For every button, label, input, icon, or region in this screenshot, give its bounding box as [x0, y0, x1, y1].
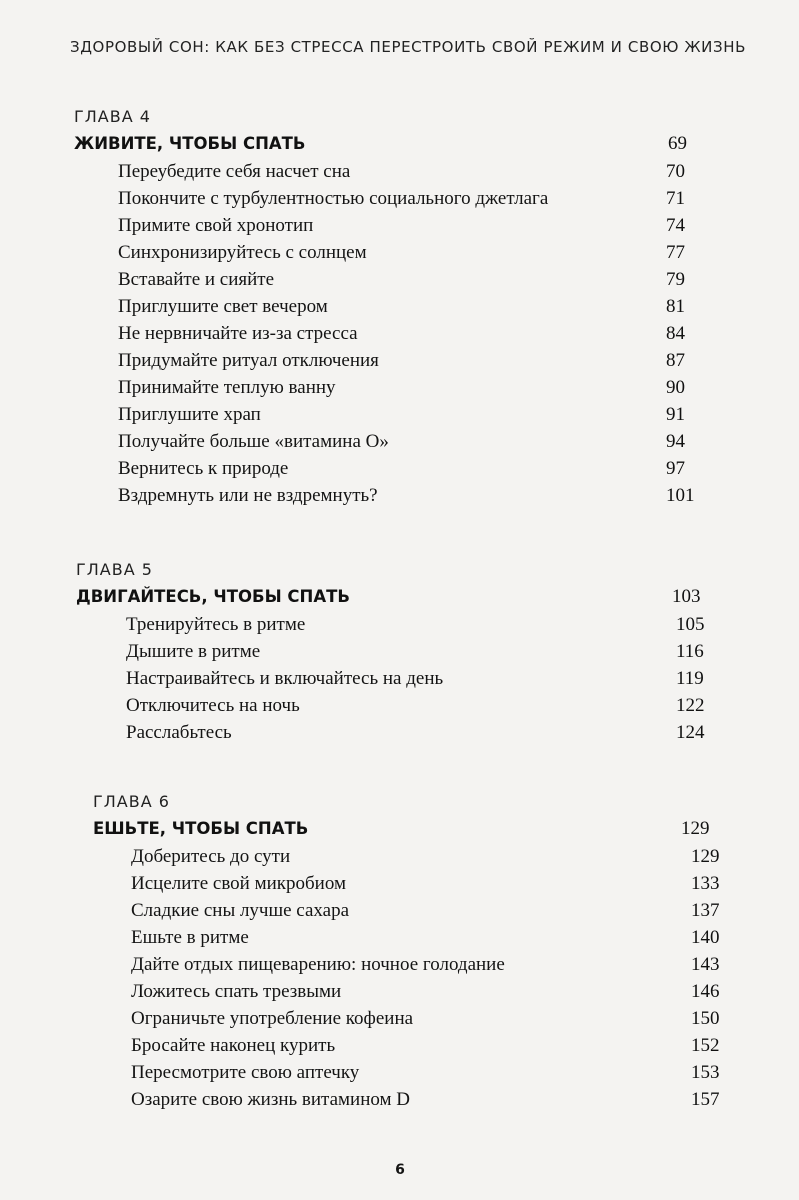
- toc-entry-page-number: 81: [666, 296, 685, 317]
- toc-entry-title: Вздремнуть или не вздремнуть?: [118, 485, 378, 506]
- chapter-title: ЕШЬТЕ, ЧТОБЫ СПАТЬ: [93, 819, 309, 838]
- toc-entry-title: Бросайте наконец курить: [131, 1035, 336, 1056]
- toc-entry: [74, 239, 734, 266]
- chapter-title-row: [74, 130, 734, 158]
- toc-entry-title: Не нервничайте из-за стресса: [118, 323, 358, 344]
- toc-entry-title: Синхронизируйтесь с солнцем: [118, 242, 367, 263]
- chapter-4: [74, 104, 734, 509]
- toc-entry: [76, 611, 736, 638]
- toc-entry: [93, 1086, 753, 1113]
- toc-entry-title: Придумайте ритуал отключения: [118, 350, 379, 371]
- toc-entry-title: Получайте больше «витамина О»: [118, 431, 389, 452]
- toc-entry-title: Сладкие сны лучше сахара: [131, 900, 350, 921]
- toc-entry-page-number: 150: [691, 1008, 720, 1029]
- chapter-label: ГЛАВА 5: [76, 560, 153, 579]
- toc-entry-page-number: 97: [666, 458, 685, 479]
- toc-entry-title: Приглушите храп: [118, 404, 261, 425]
- toc-entry: [74, 482, 734, 509]
- toc-entry-title: Покончите с турбулентностью социального джетлага: [118, 188, 549, 209]
- toc-entry-page-number: 133: [691, 873, 720, 894]
- toc-entry-title: Вставайте и сияйте: [118, 269, 275, 290]
- toc-entry-page-number: 77: [666, 242, 685, 263]
- toc-entry-title: Тренируйтесь в ритме: [126, 614, 306, 635]
- toc-entry-page-number: 84: [666, 323, 685, 344]
- toc-entry-title: Принимайте теплую ванну: [118, 377, 336, 398]
- toc-entry-page-number: 90: [666, 377, 685, 398]
- toc-entry: [76, 638, 736, 665]
- toc-entry: [93, 924, 753, 951]
- toc-entry: [93, 1005, 753, 1032]
- toc-entry: [76, 665, 736, 692]
- running-head: ЗДОРОВЫЙ СОН: КАК БЕЗ СТРЕССА ПЕРЕСТРОИТЬ СВОЙ РЕЖИМ И СВОЮ ЖИЗНЬ: [70, 38, 746, 56]
- toc-entry-page-number: 143: [691, 954, 720, 975]
- toc-entry-page-number: 101: [666, 485, 695, 506]
- chapter-page-number: 69: [668, 133, 687, 154]
- toc-entry-page-number: 122: [676, 695, 705, 716]
- chapter-entries: [93, 843, 753, 1113]
- chapter-label: ГЛАВА 6: [93, 792, 170, 811]
- toc-entry-page-number: 79: [666, 269, 685, 290]
- toc-entry: [74, 455, 734, 482]
- toc-entry-title: Дышите в ритме: [126, 641, 261, 662]
- toc-entry: [93, 1032, 753, 1059]
- toc-entry-title: Отключитесь на ночь: [126, 695, 300, 716]
- toc-entry-page-number: 129: [691, 846, 720, 867]
- toc-entry-title: Вернитесь к природе: [118, 458, 289, 479]
- toc-entry: [74, 428, 734, 455]
- chapter-title: ЖИВИТЕ, ЧТОБЫ СПАТЬ: [74, 134, 306, 153]
- chapter-label: ГЛАВА 4: [74, 107, 151, 126]
- toc-entry-page-number: 116: [676, 641, 704, 662]
- toc-entry: [74, 293, 734, 320]
- toc-entry-page-number: 70: [666, 161, 685, 182]
- toc-entry-title: Настраивайтесь и включайтесь на день: [126, 668, 444, 689]
- toc-entry-page-number: 105: [676, 614, 705, 635]
- toc-entry-page-number: 140: [691, 927, 720, 948]
- chapter-entries: [76, 611, 736, 746]
- chapter-page-number: 129: [681, 818, 710, 839]
- toc-entry-page-number: 87: [666, 350, 685, 371]
- toc-entry: [93, 1059, 753, 1086]
- chapter-page-number: 103: [672, 586, 701, 607]
- toc-entry-title: Примите свой хронотип: [118, 215, 314, 236]
- chapter-6: [93, 789, 753, 1113]
- toc-entry-page-number: 146: [691, 981, 720, 1002]
- toc-entry: [74, 347, 734, 374]
- toc-entry: [74, 212, 734, 239]
- toc-entry: [74, 401, 734, 428]
- toc-entry-title: Приглушите свет вечером: [118, 296, 328, 317]
- toc-entry-title: Дайте отдых пищеварению: ночное голодание: [131, 954, 505, 975]
- toc-entry-page-number: 71: [666, 188, 685, 209]
- toc-entry-title: Ложитесь спать трезвыми: [131, 981, 342, 1002]
- toc-entry: [76, 692, 736, 719]
- toc-entry: [93, 897, 753, 924]
- toc-entry-title: Доберитесь до сути: [131, 846, 291, 867]
- toc-entry-title: Ешьте в ритме: [131, 927, 249, 948]
- toc-entry: [74, 158, 734, 185]
- toc-entry-title: Расслабьтесь: [126, 722, 232, 743]
- toc-entry: [76, 719, 736, 746]
- chapter-title: ДВИГАЙТЕСЬ, ЧТОБЫ СПАТЬ: [76, 587, 350, 606]
- toc-entry: [93, 870, 753, 897]
- chapter-5: [76, 557, 736, 746]
- toc-entry-page-number: 74: [666, 215, 685, 236]
- toc-entry: [74, 266, 734, 293]
- toc-entry: [93, 951, 753, 978]
- toc-entry-page-number: 152: [691, 1035, 720, 1056]
- toc-entry-page-number: 137: [691, 900, 720, 921]
- toc-entry-title: Ограничьте употребление кофеина: [131, 1008, 414, 1029]
- page-folio: 6: [395, 1162, 405, 1178]
- toc-entry: [74, 374, 734, 401]
- toc-entry-page-number: 91: [666, 404, 685, 425]
- toc-entry-page-number: 157: [691, 1089, 720, 1110]
- toc-entry-page-number: 153: [691, 1062, 720, 1083]
- chapter-title-row: [76, 583, 736, 611]
- toc-entry: [93, 843, 753, 870]
- toc-entry: [93, 978, 753, 1005]
- toc-entry: [74, 320, 734, 347]
- toc-entry-page-number: 94: [666, 431, 685, 452]
- chapter-title-row: [93, 815, 753, 843]
- toc-entry-page-number: 124: [676, 722, 705, 743]
- toc-entry-page-number: 119: [676, 668, 704, 689]
- toc-entry: [74, 185, 734, 212]
- toc-entry-title: Исцелите свой микробиом: [131, 873, 347, 894]
- toc-entry-title: Переубедите себя насчет сна: [118, 161, 351, 182]
- chapter-entries: [74, 158, 734, 509]
- toc-entry-title: Пересмотрите свою аптечку: [131, 1062, 360, 1083]
- toc-entry-title: Озарите свою жизнь витамином D: [131, 1089, 411, 1110]
